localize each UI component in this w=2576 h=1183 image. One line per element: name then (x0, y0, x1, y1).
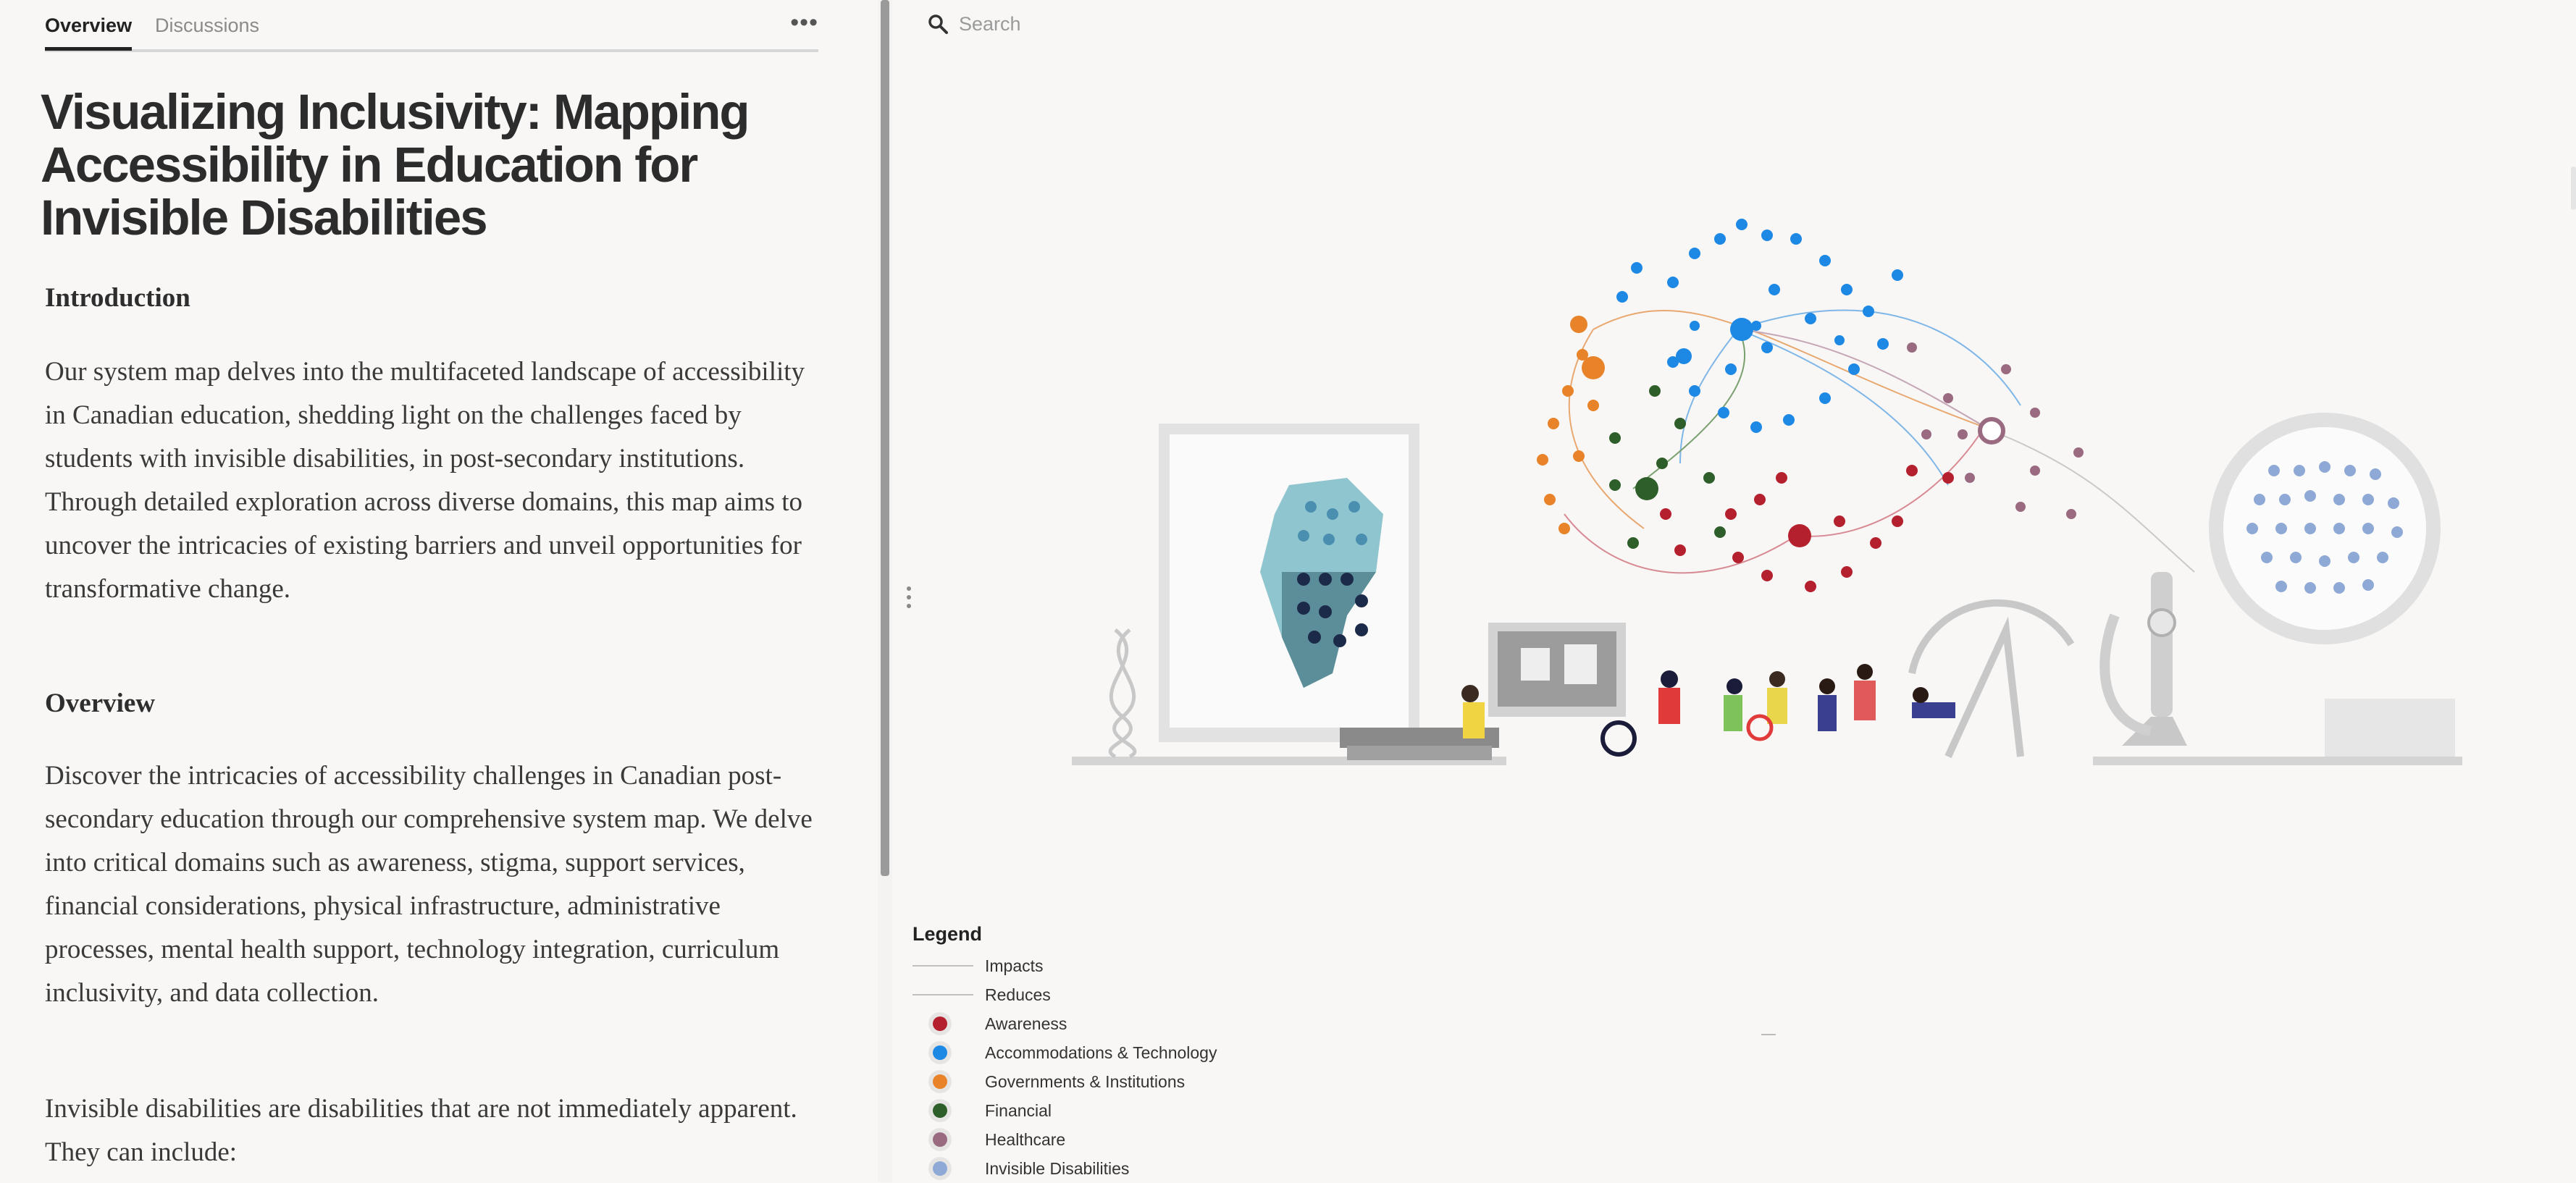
legend-item-governments[interactable] (912, 1067, 1289, 1096)
tab-overview[interactable]: Overview (45, 14, 132, 51)
shelf-right (2093, 757, 2462, 765)
institution-hub-node (1582, 356, 1605, 379)
legend-label: Reduces (985, 985, 1051, 1004)
awareness-red-hub-node (1788, 524, 1811, 547)
books (1347, 746, 1492, 760)
legend-label: Accommodations & Technology (985, 1043, 1217, 1062)
legend-item-accommodations[interactable] (912, 1038, 1289, 1067)
invisible-disabilities-paragraph: Invisible disabilities are disabilities that are not immediately apparent. They can include: (45, 1094, 797, 1167)
legend-title: Legend (912, 923, 983, 945)
corkboard (1488, 623, 1626, 717)
legend-dot-icon (933, 1161, 947, 1176)
legend-label: Governments & Institutions (985, 1072, 1186, 1091)
legend-label: Financial (985, 1100, 1052, 1120)
intro-heading: Introduction (45, 283, 190, 313)
legend-dot-icon (933, 1103, 947, 1118)
legend-label: Healthcare (985, 1129, 1066, 1149)
system-map-illustration[interactable] (1043, 167, 2506, 804)
legend-label: Invisible Disabilities (985, 1158, 1130, 1178)
search-input[interactable] (957, 7, 1149, 41)
legend-label: Impacts (985, 956, 1044, 975)
network-edges (1564, 311, 2194, 573)
line-swatch (912, 965, 973, 967)
awareness-hub-node (1730, 318, 1753, 341)
network-nodes-blue (1616, 219, 1903, 433)
left-panel (0, 0, 878, 1182)
legend-item-healthcare[interactable] (912, 1125, 1289, 1154)
dna-icon (1110, 630, 1135, 757)
legend-item-awareness[interactable] (912, 1009, 1289, 1038)
legend-item-financial[interactable] (912, 1096, 1289, 1125)
page-title: Visualizing Inclusivity: Mapping Accessibility in Education for Invisible Disabilities (41, 84, 749, 245)
overview-paragraph: Discover the intricacies of accessibility challenges in Canadian post-secondary education through our comprehensive system map. We delve into critical domains such as awareness, stigma, support services, financial considerations, physical infrastructure, administrative processes, mental health support, technology integration, curriculum inclusivity, and data collection. (45, 761, 813, 1008)
legend-dot-icon (933, 1074, 947, 1089)
legend-item-reduces (912, 980, 1289, 1009)
more-options-icon[interactable]: ••• (790, 9, 818, 36)
tab-discussions[interactable]: Discussions (155, 14, 260, 36)
legend-label: Awareness (985, 1014, 1067, 1033)
network-nodes-green (1609, 385, 1726, 549)
legend (912, 923, 1289, 1183)
search-icon (927, 13, 949, 35)
microscope-icon (2105, 572, 2187, 746)
line-swatch (912, 994, 973, 995)
intro-paragraph: Our system map delves into the multifaceted landscape of accessibility in Canadian education, shedding light on the challenges faced by students with invisible disabilities, in post-secondary institutions. Through detailed exploration across diverse domains, this map aims to uncover the intricacies of existing barriers and unveil opportunities for transformative change. (45, 357, 805, 604)
crate (2325, 699, 2455, 757)
scrollbar[interactable] (881, 0, 889, 876)
financial-hub-node (1635, 477, 1658, 500)
healthcare-hub-node (1980, 419, 2003, 442)
zoom-indicator (1761, 1034, 1776, 1035)
drafting-tools (1912, 603, 2071, 757)
tab-bar (45, 0, 818, 52)
overview-heading: Overview (45, 689, 156, 718)
resize-handle-icon[interactable] (907, 586, 912, 612)
whiteboard-map (1159, 424, 1419, 742)
legend-dot-icon (933, 1132, 947, 1147)
legend-dot-icon (933, 1016, 947, 1031)
legend-item-impacts (912, 951, 1289, 980)
magnifier-bubble (2209, 413, 2441, 644)
legend-dot-icon (933, 1045, 947, 1060)
side-scroll-nub[interactable] (2571, 167, 2576, 210)
legend-item-invisible-disabilities[interactable] (912, 1154, 1289, 1183)
